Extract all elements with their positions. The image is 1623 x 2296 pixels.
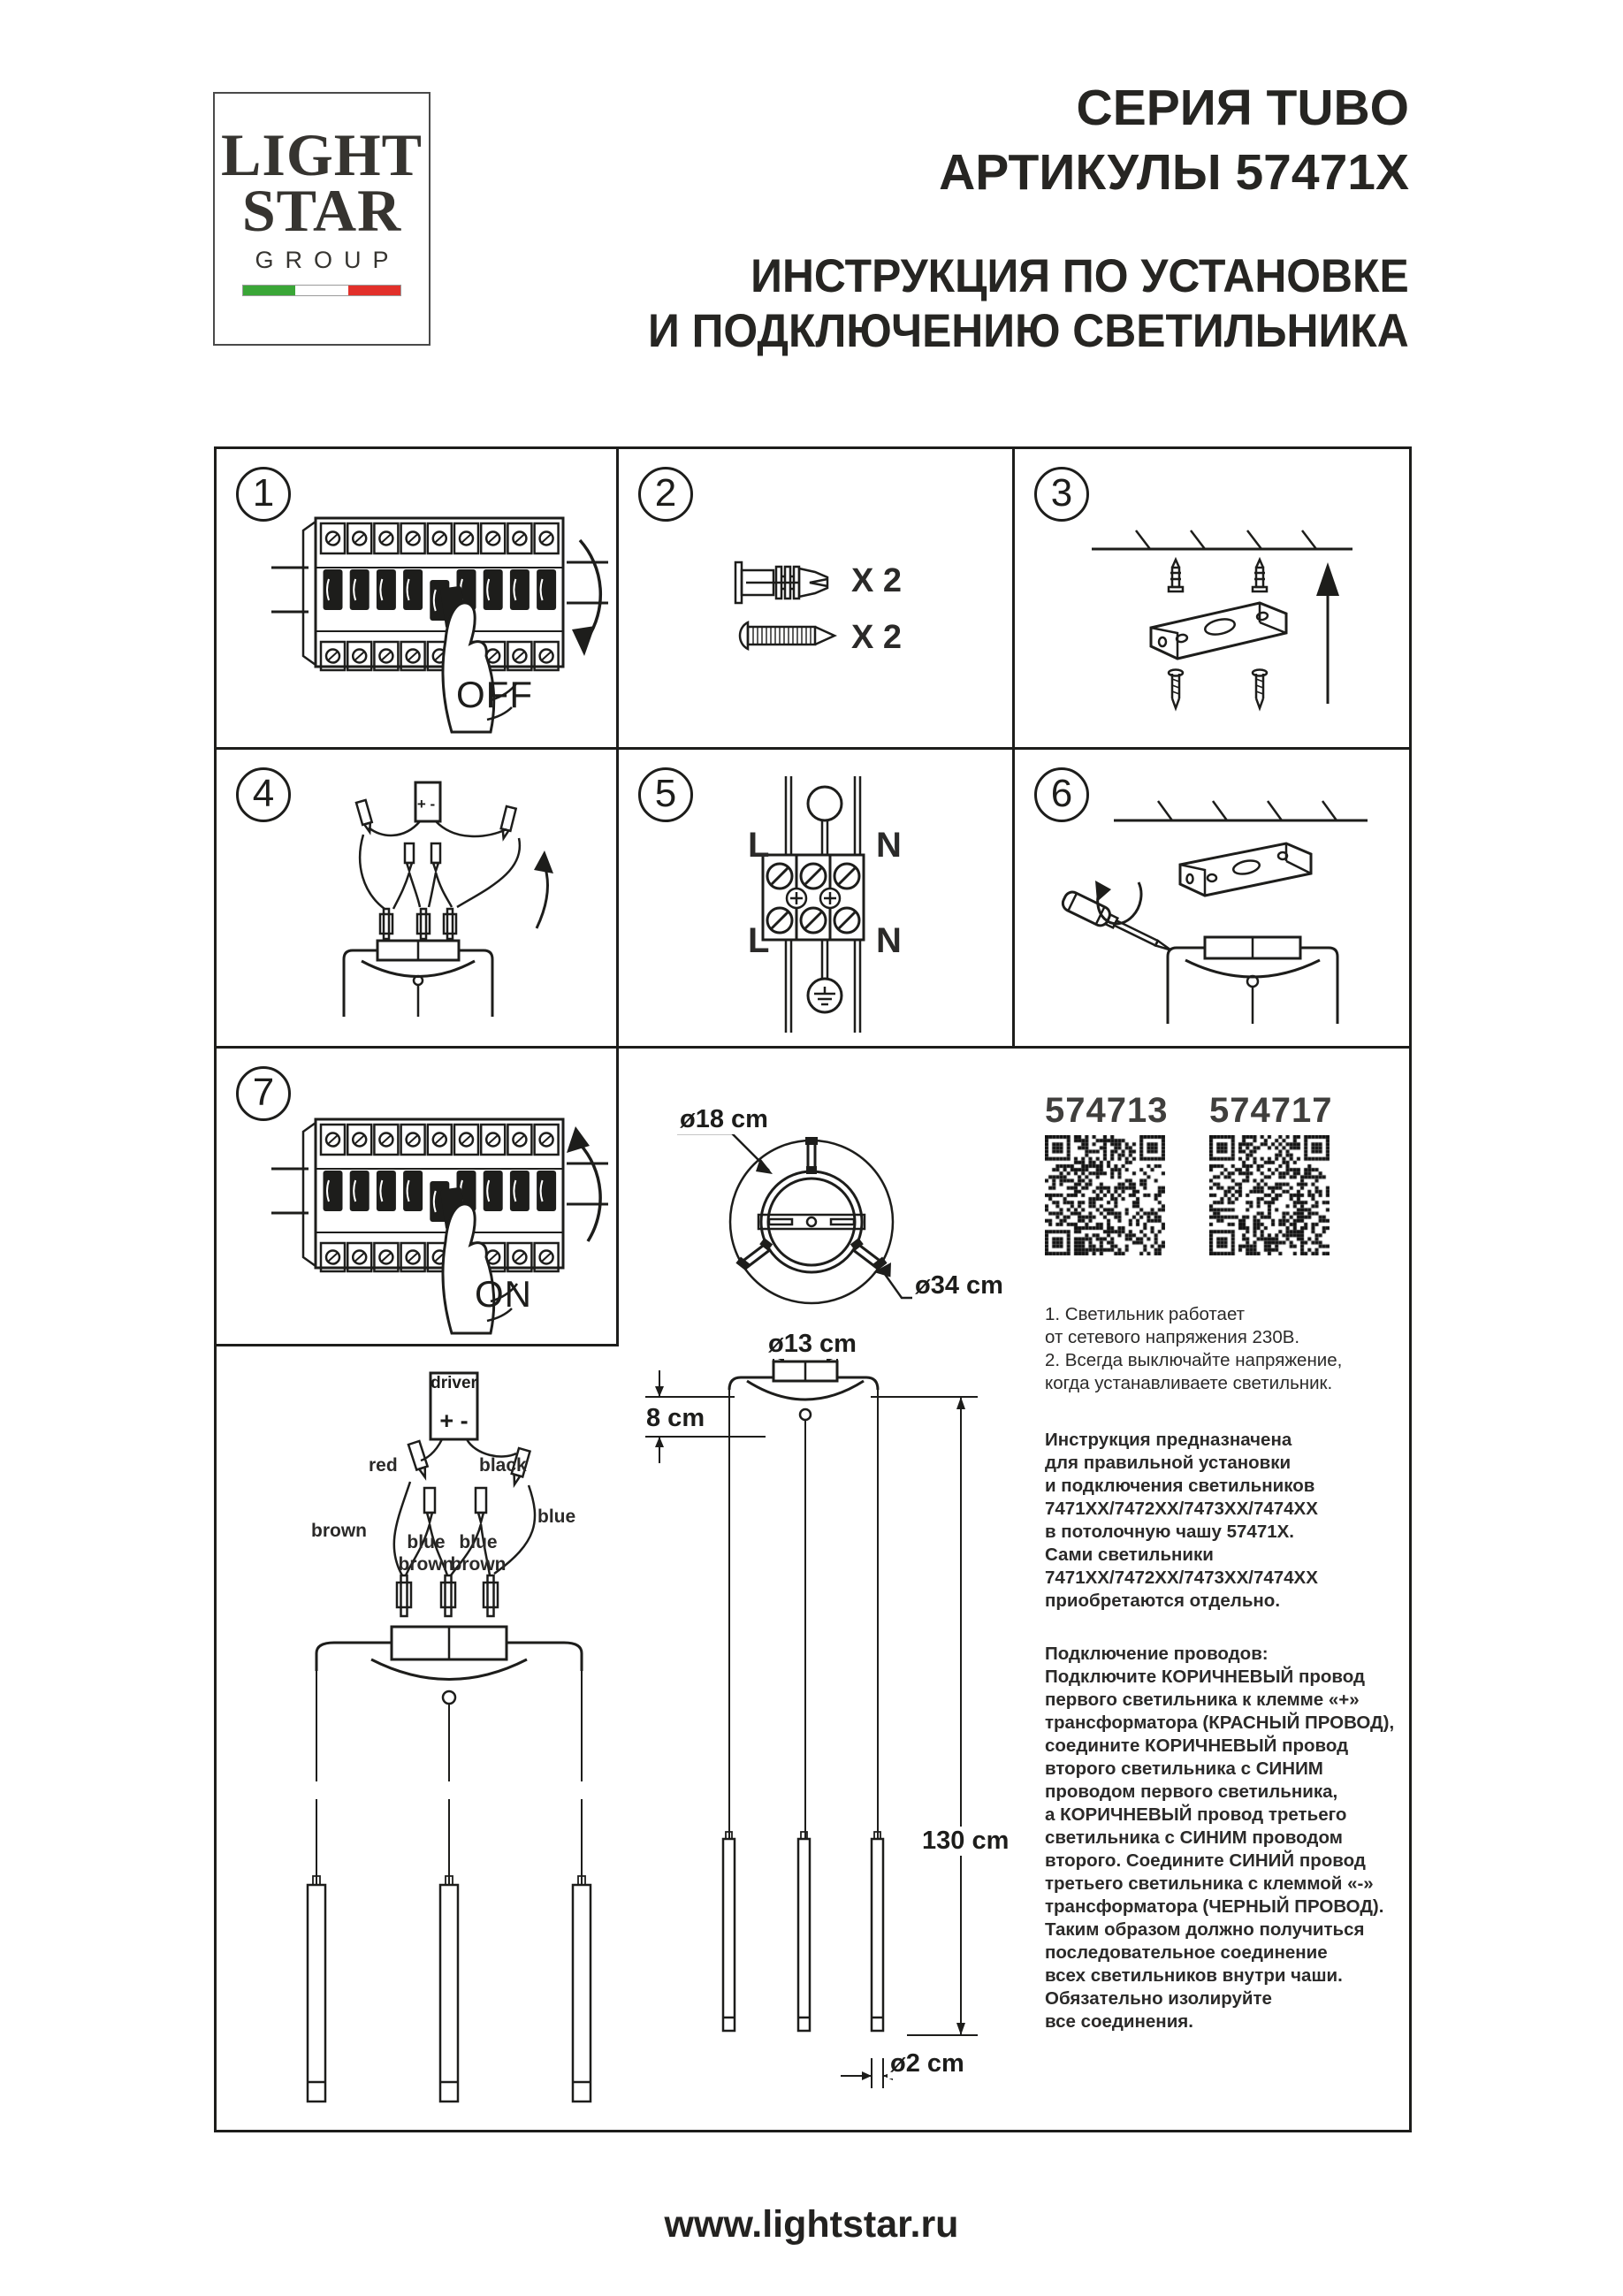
cup-height-label: 8 cm xyxy=(644,1404,707,1433)
step-5-digit: 5 xyxy=(654,772,677,815)
grid-vline-1 xyxy=(616,446,619,1346)
driver-label: driver xyxy=(431,1374,477,1392)
articles-title: АРТИКУЛЫ 57471X xyxy=(939,144,1409,201)
qr-code-right xyxy=(1209,1135,1330,1255)
series-title: СЕРИЯ TUBO xyxy=(1076,80,1409,136)
dowel-qty-label: X 2 xyxy=(851,562,903,599)
logo-word-star: STAR xyxy=(241,176,402,244)
cup-fixing-illustration xyxy=(1056,778,1383,1039)
instruction-title-block xyxy=(648,249,1409,359)
step-3-number xyxy=(1034,467,1089,522)
dowel-screw-illustration xyxy=(734,553,849,658)
line-label-bottom: L xyxy=(748,921,770,960)
pendant-side-view-illustration xyxy=(642,1328,987,2097)
brown-wire-label: brown xyxy=(311,1521,367,1541)
rotate-arrow-icon xyxy=(1095,881,1111,902)
on-label: ON xyxy=(475,1273,532,1315)
arrow-up-icon xyxy=(1316,562,1339,596)
step-6-digit: 6 xyxy=(1050,772,1073,815)
screw-icon xyxy=(1253,670,1267,709)
grid-hline-3 xyxy=(214,1344,619,1346)
dowel-icon xyxy=(1253,560,1267,591)
qr-code-left xyxy=(1045,1135,1165,1255)
italian-flag-bar xyxy=(243,286,400,295)
power-notes: 1. Светильник работает от сетевого напряжения 230В. 2. Всегда выключайте напряжение, когда устанавливаете светильник. xyxy=(1045,1304,1343,1393)
step-7-digit: 7 xyxy=(252,1071,275,1114)
tube-diameter-label: ø2 cm xyxy=(888,2049,967,2079)
wire-clamp-icon xyxy=(484,1575,498,1616)
line-label-top: L xyxy=(748,826,770,865)
red-wire-label: red xyxy=(369,1455,398,1476)
black-wire-label: black xyxy=(479,1455,527,1476)
step-3-digit: 3 xyxy=(1050,471,1073,515)
step-2-digit: 2 xyxy=(654,471,677,515)
wire-clamp-icon xyxy=(380,909,392,939)
wire-clamp-icon xyxy=(444,909,456,939)
flag-green-segment xyxy=(243,286,295,295)
step-5-number xyxy=(638,767,693,822)
off-label: OFF xyxy=(456,674,533,715)
blue-wire-label: blue xyxy=(537,1507,576,1527)
screw-icon xyxy=(1169,670,1183,709)
purpose-paragraph: Инструкция предназначена для правильной установки и подключения светильников 7471ХХ/7472ХХ/7473ХХ/7474ХХ в потолочную чашу 57471Х. Сами светильники 7471ХХ/7472ХХ/7473ХХ/7474ХХ приобретаются отдельно. xyxy=(1045,1430,1318,1611)
neutral-label-top: N xyxy=(876,826,902,865)
wire-clamp-icon xyxy=(417,909,430,939)
arrow-up-icon xyxy=(534,851,553,873)
neutral-label-bottom: N xyxy=(876,921,902,960)
series-title-block xyxy=(939,76,1409,205)
wire-clamp-icon xyxy=(397,1575,411,1616)
step-1-digit: 1 xyxy=(252,471,275,515)
lightstar-logo xyxy=(213,92,431,346)
logo-word-group: GROUP xyxy=(255,247,400,274)
instruction-title-line1: ИНСТРУКЦИЯ ПО УСТАНОВКЕ xyxy=(751,250,1409,302)
blue-brown-pair-label: blue brown xyxy=(450,1532,507,1575)
screw-qty-label: X 2 xyxy=(851,619,903,656)
step-2-number xyxy=(638,467,693,522)
terminal-block-illustration xyxy=(729,776,897,1033)
article-code-right: 574717 xyxy=(1209,1091,1333,1130)
breaker-off-illustration xyxy=(270,492,610,735)
cup-diameter-label: ø13 cm xyxy=(766,1330,859,1359)
grid-hline-2 xyxy=(214,1046,1412,1049)
website-url: www.lightstar.ru xyxy=(664,2203,959,2246)
arrow-down-icon xyxy=(572,626,595,656)
grid-hline-1 xyxy=(214,747,1412,750)
arrow-up-icon xyxy=(567,1126,590,1153)
flag-red-segment xyxy=(348,286,400,295)
article-code-left: 574713 xyxy=(1045,1091,1169,1130)
outer-diameter-label: ø34 cm xyxy=(912,1271,1006,1301)
wiring-paragraph: Подключение проводов: Подключите КОРИЧНЕВЫЙ провод первого светильника к клемме «+» трансформатора (КРАСНЫЙ ПРОВОД), соедините КОРИЧНЕВЫЙ провод второго светильника с СИНИМ проводом первого светильника, а КОРИЧНЕВЫЙ провод третьего светильника с СИНИМ проводом второго. Соедините СИНИЙ провод третьего светильника с клеммой «-» трансформатора (ЧЕРНЫЙ ПРОВОД). Таким образом должно получиться последовательное соединение всех светильников внутри чаши. Обязательно изолируйте все соединения. xyxy=(1045,1644,1395,2032)
bracket-mounting-illustration xyxy=(1083,529,1366,736)
instruction-title-line2: И ПОДКЛЮЧЕНИЮ СВЕТИЛЬНИКА xyxy=(648,305,1409,357)
step-4-digit: 4 xyxy=(252,772,275,815)
blue-brown-pair-label: blue brown xyxy=(398,1532,454,1575)
wire-clamp-icon xyxy=(441,1575,455,1616)
driver-polarity-label: + - xyxy=(416,796,436,812)
flag-white-segment xyxy=(295,286,347,295)
step-4-number xyxy=(236,767,291,822)
total-length-label: 130 cm xyxy=(919,1827,1011,1856)
logo-word-light: LIGHT xyxy=(221,121,423,188)
breaker-on-illustration xyxy=(270,1093,610,1336)
wiring-diagram-illustration xyxy=(246,1362,635,2104)
grid-vline-2 xyxy=(1012,446,1015,1049)
inner-diameter-label: ø18 cm xyxy=(677,1105,771,1134)
driver-polarity-label: + - xyxy=(439,1407,469,1434)
driver-connection-illustration xyxy=(331,776,561,1024)
dowel-icon xyxy=(1169,560,1183,591)
